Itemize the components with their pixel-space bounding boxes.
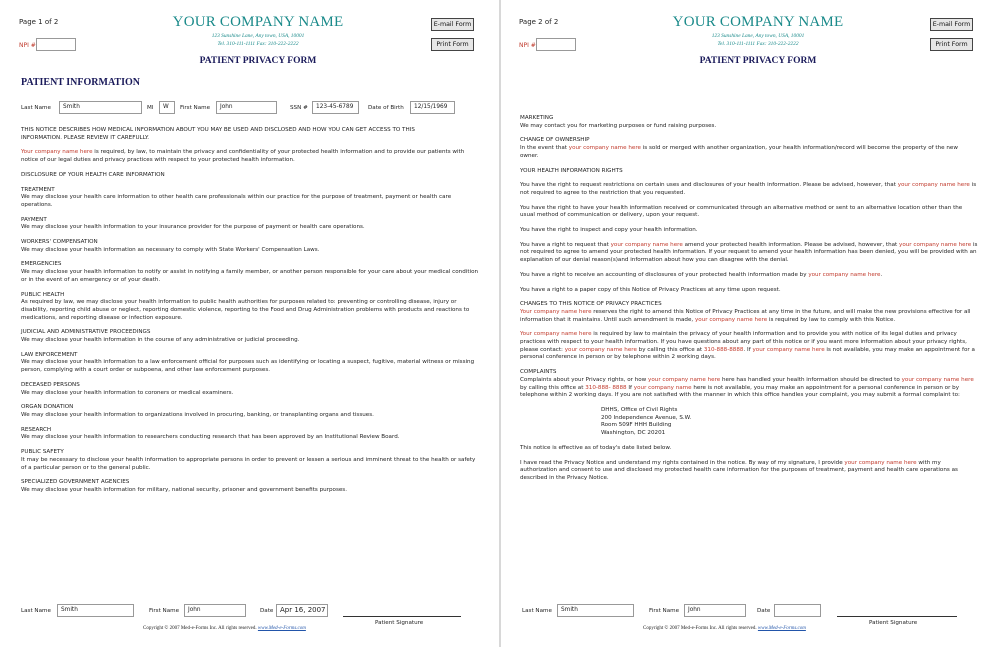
address-line: 200 Independence Avenue, S.W.	[601, 414, 692, 421]
signature-label: Patient Signature	[375, 620, 424, 626]
changes-amend-text: Your company name here reserves the right to amend this Notice of Privacy Practices at any time in the future, and will make the new provisions effective for all information that it maintains. Until such amendment is made, your company name here is required by law to comply with this Notice.	[520, 308, 971, 323]
footer-last-name-input[interactable]: Smith	[57, 604, 134, 617]
rights-alternative: You have the right to have your health information received or communicated through an alternative method or sent to an alternative location other than the usual method of communication or delivery, upon your request.	[520, 204, 963, 219]
privacy-paragraph: Your company name here is required, by law, to maintain the privacy and confidentiality of your protected health information and to provide our patients with notice of our legal duties and privacy practices with respect to your protected health information.	[21, 149, 465, 164]
footer-date-input[interactable]: Apr 16, 2007	[276, 604, 328, 617]
law-enforcement-heading: LAW ENFORCEMENT	[21, 351, 78, 358]
last-name-label: Last Name	[21, 105, 51, 111]
company-name: YOUR COMPANY NAME	[672, 14, 844, 30]
deceased-text: We may disclose your health information to coroners or medical examiners.	[21, 389, 234, 396]
form-title: PATIENT PRIVACY FORM	[199, 56, 317, 66]
changes-contact-text: Your company name here is required by law to maintain the privacy of your health information and to provide you with notice of its legal duties and privacy practices with respect to your health information. If you have questions about any part of this notice or if you want more information about your privacy rights, please contact: your company name here by calling this office at 310-888-8888. If your company name here is not available, you may make an appointment for a personal conference in person or by telephone within 2 working days.	[520, 331, 975, 361]
mi-input[interactable]: W	[159, 101, 175, 114]
organ-donation-heading: ORGAN DONATION	[21, 404, 74, 411]
dob-label: Date of Birth	[368, 105, 404, 111]
government-text: We may disclose your health information for military, national security, prisoner and government benefits purposes.	[21, 486, 347, 493]
notice-intro: THIS NOTICE DESCRIBES HOW MEDICAL INFORMATION ABOUT YOU MAY BE USED AND DISCLOSED AND HOW YOU CAN GET ACCESS TO THIS INFORMATION. PLEASE REVIEW IT CAREFULLY.	[21, 127, 415, 141]
company-name: YOUR COMPANY NAME	[172, 14, 344, 30]
med-e-forms-link[interactable]: www.Med-e-Forms.com	[757, 626, 806, 631]
signature-line[interactable]	[837, 616, 957, 617]
ownership-heading: CHANGE OF OWNERSHIP	[520, 137, 590, 144]
footer-first-name-input[interactable]: John	[684, 604, 746, 617]
company-address: 123 Sunshine Lane, Any town, USA, 10001	[711, 33, 805, 39]
footer-first-name-label: First Name	[649, 608, 680, 614]
public-health-heading: PUBLIC HEALTH	[21, 291, 65, 298]
first-name-label: First Name	[180, 105, 211, 111]
company-phone: Tel. 310-111-1111 Fax: 310-222-2222	[217, 41, 299, 47]
judicial-heading: JUDICIAL AND ADMINISTRATIVE PROCEEDINGS	[21, 329, 151, 336]
footer-last-name-label: Last Name	[522, 608, 552, 614]
ownership-text: In the event that your company name here is sold or merged with another organization, your health information/record will become the property of the new owner.	[520, 145, 958, 159]
copyright: Copyright © 2007 Med-e-Forms Inc. All rights reserved. www.Med-e-Forms.com	[643, 626, 806, 631]
page-1-body	[21, 127, 479, 495]
public-safety-heading: PUBLIC SAFETY	[21, 449, 64, 456]
acknowledgement-text: I have read the Privacy Notice and understand my rights contained in the notice. By way of my signature, I provide your company name here with my authorization and consent to use and disclosed my protected health care information for the purposes of treatment, payment and health care operations as described in the Privacy Notice.	[520, 459, 958, 481]
payment-text: We may disclose your health information to your insurance provider for the purpose of payment or health care operations.	[21, 224, 365, 231]
npi-label: NPI #	[19, 42, 36, 49]
changes-heading: CHANGES TO THIS NOTICE OF PRIVACY PRACTICES	[520, 301, 662, 308]
disclosure-heading: DISCLOSURE OF YOUR HEALTH CARE INFORMATION	[21, 171, 165, 178]
complaints-heading: COMPLAINTS	[520, 369, 557, 376]
footer-first-name-label: First Name	[149, 608, 180, 614]
address-line: Room 509F HHH Building	[601, 422, 672, 429]
med-e-forms-link[interactable]: www.Med-e-Forms.com	[257, 626, 306, 631]
judicial-text: We may disclose your health information in the course of any administrative or judicial proceeding.	[21, 337, 300, 344]
public-safety-text: It may be necessary to disclose your health information to appropriate persons in order to prevent or lessen a serious and imminent threat to the health or safety of a particular person or to the general public.	[21, 456, 476, 471]
organ-donation-text: We may disclose your health information to organizations involved in procuring, banking, or transplanting organs and tissues.	[21, 411, 374, 418]
company-phone: Tel. 310-111-1111 Fax: 310-222-2222	[717, 41, 799, 47]
last-name-input[interactable]: Smith	[59, 101, 142, 114]
workers-comp-text: We may disclose your health information as necessary to comply with State Workers' Compensation Laws.	[21, 246, 320, 253]
rights-heading: YOUR HEALTH INFORMATION RIGHTS	[520, 167, 623, 174]
ssn-input[interactable]: 123-45-6789	[312, 101, 359, 114]
marketing-text: We may contact you for marketing purposes or fund raising purposes.	[520, 122, 717, 129]
payment-heading: PAYMENT	[21, 216, 47, 223]
address-line: DHHS, Office of Civil Rights	[601, 406, 678, 413]
effective-date-text: This notice is effective as of today's date listed below.	[520, 444, 672, 451]
law-enforcement-text: We may disclose your health information to a law enforcement official for purposes such as identifying or locating a suspect, fugitive, material witness or missing person, complying with a court order or subpoena, and other law enforcement purposes.	[21, 359, 475, 374]
rights-accounting: You have a right to receive an accounting of disclosures of your protected health information made by your company name here.	[520, 271, 883, 278]
marketing-heading: MARKETING	[520, 115, 554, 121]
page-2-body	[520, 115, 978, 483]
footer-date-label: Date	[260, 608, 274, 614]
footer-last-name-input[interactable]: Smith	[557, 604, 634, 617]
ssn-label: SSN #	[290, 105, 308, 111]
footer-first-name-input[interactable]: John	[184, 604, 246, 617]
research-heading: RESEARCH	[21, 426, 52, 433]
complaints-text: Complaints about your Privacy rights, or how your company name here here has handled your health information should be directed to your company name here by calling this office at 310-888- 8888 If your company name here is not available, you may make an appointment for a personal conference in person or by telephone within 2 working days. If you are not satisfied with the manner in which this office handles your complaint, you may submit a formal complaint to:	[520, 376, 974, 399]
npi-input[interactable]	[36, 38, 76, 51]
research-text: We may disclose your health information to researchers conducting research that has been approved by an Institutional Review Board.	[21, 434, 400, 441]
signature-line[interactable]	[343, 616, 461, 617]
footer-date-label: Date	[757, 608, 771, 614]
treatment-heading: TREATMENT	[21, 186, 55, 193]
page-1	[0, 0, 497, 647]
dob-input[interactable]: 12/15/1969	[410, 101, 455, 114]
government-heading: SPECIALIZED GOVERNMENT AGENCIES	[21, 479, 130, 486]
email-form-button[interactable]: E-mail Form	[930, 18, 973, 31]
page-number: Page 1 of 2	[19, 18, 59, 26]
rights-restrictions: You have the right to request restrictions on certain uses and disclosures of your health information. Please be advised, however, that your company name here is not required to agree to the restriction that you requested.	[520, 182, 977, 196]
footer-date-input[interactable]	[774, 604, 821, 617]
page-2	[501, 0, 998, 647]
mi-label: MI	[147, 105, 154, 111]
rights-paper-copy: You have a right to a paper copy of this Notice of Privacy Practices at any time upon request.	[520, 286, 781, 293]
rights-amend: You have a right to request that your company name here amend your protected health information. Please be advised, however, that your company name here is not required to agree to amend your protected health information. If your request to amend your health information has been denied, you will be provided with an explanation of our denial reason(s)and information about how you can disagree with the denial.	[520, 241, 978, 264]
emergencies-heading: EMERGENCIES	[21, 261, 62, 268]
section-title: PATIENT INFORMATION	[21, 77, 140, 88]
npi-input[interactable]	[536, 38, 576, 51]
treatment-text: We may disclose your health care information to other health care professionals within our practice for the purpose of treatment, payment or health care operations.	[21, 194, 452, 208]
print-form-button[interactable]: Print Form	[930, 38, 973, 51]
form-title: PATIENT PRIVACY FORM	[699, 56, 817, 66]
page-number: Page 2 of 2	[519, 18, 559, 26]
email-form-button[interactable]: E-mail Form	[431, 18, 474, 31]
deceased-heading: DECEASED PERSONS	[21, 381, 80, 388]
address-line: Washington, DC 20201	[601, 430, 666, 437]
copyright: Copyright © 2007 Med-e-Forms Inc. All rights reserved. www.Med-e-Forms.com	[143, 626, 306, 631]
workers-comp-heading: WORKERS' COMPENSATION	[21, 239, 98, 246]
emergencies-text: We may disclose your health information to notify or assist in notifying a family member, or another person responsible for your care about your medical condition or in the event of an emergency or of your death.	[21, 269, 479, 283]
first-name-input[interactable]: John	[216, 101, 277, 114]
print-form-button[interactable]: Print Form	[431, 38, 474, 51]
footer-last-name-label: Last Name	[21, 608, 51, 614]
dhhs-address	[520, 407, 978, 438]
rights-inspect: You have the right to inspect and copy your health information.	[520, 227, 698, 234]
company-address: 123 Sunshine Lane, Any town, USA, 10001	[211, 33, 305, 39]
signature-label: Patient Signature	[869, 620, 918, 626]
public-health-text: As required by law, we may disclose your health information to public health authorities for purposes related to: preventing or controlling disease, injury or disability, reporting child abuse or neglect, reporting domestic violence, reporting to the Food and Drug Administration problems with products and reactions to medications, and reporting disease or infection exposure.	[21, 299, 470, 321]
npi-label: NPI #	[519, 42, 536, 49]
